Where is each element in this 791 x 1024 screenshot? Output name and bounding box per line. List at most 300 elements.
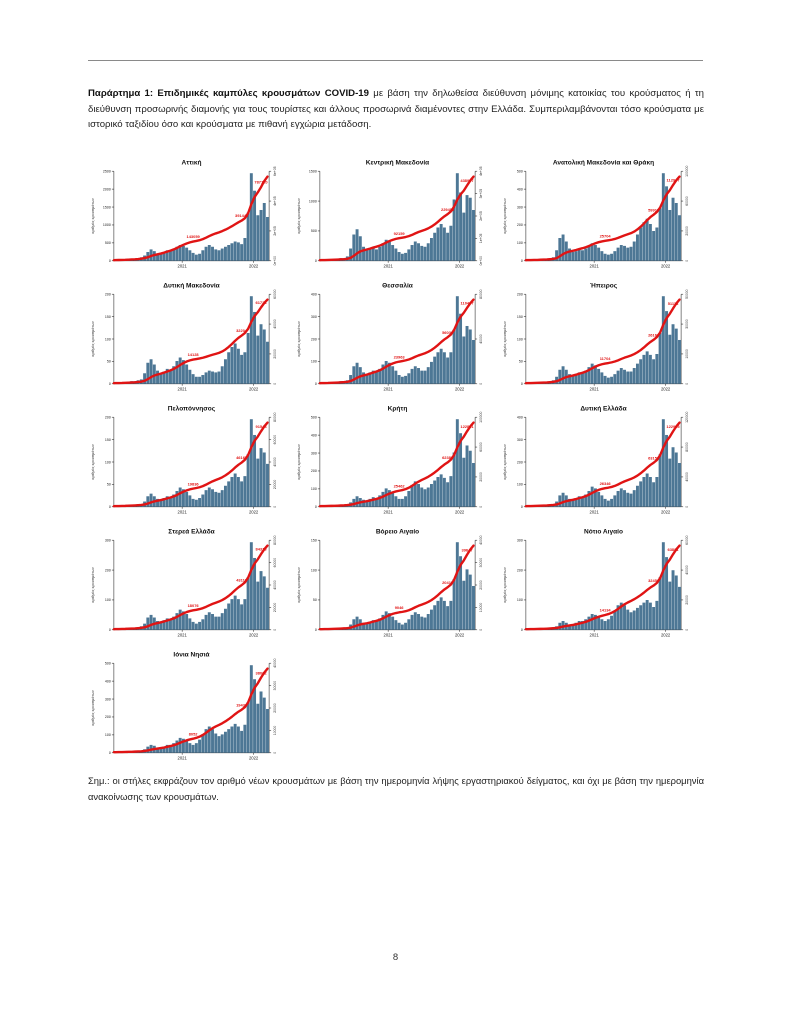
daily-cases-bar bbox=[218, 250, 221, 261]
cumulative-annotation: 23963 bbox=[393, 354, 405, 360]
left-tick-label: 0 bbox=[108, 628, 111, 633]
daily-cases-bar bbox=[240, 604, 243, 629]
daily-cases-bar bbox=[456, 173, 459, 261]
cumulative-annotation: 25462 bbox=[393, 483, 405, 489]
daily-cases-bar bbox=[440, 224, 443, 261]
daily-cases-bar bbox=[436, 228, 439, 261]
region-chart bbox=[294, 155, 498, 277]
daily-cases-bar bbox=[192, 374, 195, 384]
daily-cases-bar bbox=[227, 481, 230, 506]
daily-cases-bar bbox=[636, 235, 639, 261]
daily-cases-bar bbox=[404, 376, 407, 384]
daily-cases-bar bbox=[414, 612, 417, 630]
daily-cases-bar bbox=[597, 617, 600, 630]
daily-cases-bar bbox=[469, 329, 472, 383]
daily-cases-bar bbox=[633, 611, 636, 630]
daily-cases-bar bbox=[224, 732, 227, 753]
daily-cases-bar bbox=[443, 228, 446, 261]
left-tick-label: 400 bbox=[516, 187, 523, 192]
daily-cases-bar bbox=[172, 249, 175, 260]
daily-cases-bar bbox=[623, 490, 626, 507]
daily-cases-bar bbox=[558, 495, 561, 506]
daily-cases-bar bbox=[237, 242, 240, 260]
daily-cases-bar bbox=[607, 619, 610, 630]
daily-cases-bar bbox=[613, 374, 616, 384]
daily-cases-bar bbox=[188, 618, 191, 629]
region-chart bbox=[88, 524, 292, 646]
x-tick-label: 2021 bbox=[383, 263, 393, 269]
left-tick-label: 200 bbox=[104, 568, 111, 573]
right-tick-label: 0 bbox=[273, 751, 278, 754]
daily-cases-bar bbox=[655, 477, 658, 507]
chart-canvas bbox=[294, 278, 498, 400]
x-tick-label: 2022 bbox=[660, 632, 671, 638]
left-tick-label: 0 bbox=[108, 751, 111, 756]
daily-cases-bar bbox=[256, 582, 259, 630]
daily-cases-bar bbox=[234, 242, 237, 261]
daily-cases-bar bbox=[427, 367, 430, 384]
daily-cases-bar bbox=[630, 247, 633, 261]
daily-cases-bar bbox=[205, 615, 208, 630]
left-tick-label: 300 bbox=[104, 538, 111, 543]
daily-cases-bar bbox=[237, 599, 240, 630]
charts-grid bbox=[88, 155, 704, 769]
daily-cases-bar bbox=[633, 368, 636, 384]
x-tick-label: 2022 bbox=[248, 509, 259, 515]
y-axis-label: αριθμός κρουσμάτων bbox=[296, 444, 301, 480]
daily-cases-bar bbox=[639, 228, 642, 261]
daily-cases-bar bbox=[356, 363, 359, 384]
daily-cases-bar bbox=[613, 495, 616, 506]
daily-cases-bar bbox=[188, 370, 191, 384]
daily-cases-bar bbox=[195, 624, 198, 630]
daily-cases-bar bbox=[227, 729, 230, 753]
daily-cases-bar bbox=[404, 253, 407, 261]
cumulative-annotation: 19436 bbox=[236, 702, 248, 708]
daily-cases-bar bbox=[597, 492, 600, 507]
daily-cases-bar bbox=[446, 233, 449, 261]
daily-cases-bar bbox=[253, 312, 256, 384]
daily-cases-bar bbox=[356, 617, 359, 630]
y-axis-label: αριθμός κρουσμάτων bbox=[296, 567, 301, 603]
daily-cases-bar bbox=[266, 464, 269, 507]
daily-cases-bar bbox=[150, 494, 153, 507]
daily-cases-bar bbox=[652, 359, 655, 384]
right-tick-label: 100000 bbox=[479, 411, 484, 423]
daily-cases-bar bbox=[146, 496, 149, 507]
daily-cases-bar bbox=[230, 243, 233, 261]
daily-cases-bar bbox=[600, 619, 603, 630]
daily-cases-bar bbox=[646, 219, 649, 261]
x-tick-label: 2022 bbox=[248, 755, 259, 761]
daily-cases-bar bbox=[192, 622, 195, 630]
left-tick-label: 200 bbox=[310, 337, 317, 342]
daily-cases-bar bbox=[642, 603, 645, 630]
left-tick-label: 0 bbox=[108, 505, 111, 510]
daily-cases-bar bbox=[243, 599, 246, 630]
daily-cases-bar bbox=[407, 373, 410, 384]
right-tick-label: 4e+05 bbox=[479, 166, 484, 176]
cumulative-annotation: 43113 bbox=[236, 577, 248, 583]
cumulative-annotation: 11704 bbox=[599, 356, 611, 362]
cumulative-annotation: 25704 bbox=[599, 233, 611, 239]
daily-cases-bar bbox=[356, 496, 359, 507]
appendix-caption-bold: Παράρτημα 1: Επιδημικές καμπύλες κρουσμάτων COVID-19 bbox=[88, 88, 369, 99]
daily-cases-bar bbox=[610, 254, 613, 261]
daily-cases-bar bbox=[398, 252, 401, 261]
daily-cases-bar bbox=[150, 359, 153, 384]
left-tick-label: 0 bbox=[520, 259, 523, 264]
daily-cases-bar bbox=[672, 198, 675, 261]
x-tick-label: 2022 bbox=[454, 632, 465, 638]
x-tick-label: 2021 bbox=[589, 263, 599, 269]
daily-cases-bar bbox=[218, 372, 221, 384]
daily-cases-bar bbox=[469, 575, 472, 630]
daily-cases-bar bbox=[385, 488, 388, 506]
y-axis-label: αριθμός κρουσμάτων bbox=[502, 444, 507, 480]
daily-cases-bar bbox=[659, 454, 662, 507]
daily-cases-bar bbox=[211, 372, 214, 384]
daily-cases-bar bbox=[211, 489, 214, 507]
daily-cases-bar bbox=[578, 249, 581, 260]
daily-cases-bar bbox=[613, 611, 616, 630]
daily-cases-bar bbox=[234, 596, 237, 630]
right-tick-label: 30000 bbox=[479, 557, 484, 568]
cumulative-annotation: 391448 bbox=[234, 213, 249, 219]
left-tick-label: 100 bbox=[310, 487, 317, 492]
daily-cases-bar bbox=[466, 326, 469, 384]
x-tick-label: 2021 bbox=[383, 632, 393, 638]
cumulative-annotation: 84313 bbox=[255, 546, 267, 552]
cumulative-annotation: 20418 bbox=[442, 579, 454, 585]
daily-cases-bar bbox=[404, 496, 407, 507]
right-tick-label: 120000 bbox=[685, 411, 690, 423]
left-tick-label: 0 bbox=[108, 382, 111, 387]
chart-canvas bbox=[500, 401, 704, 523]
daily-cases-bar bbox=[179, 358, 182, 384]
daily-cases-bar bbox=[411, 369, 414, 384]
daily-cases-bar bbox=[626, 493, 629, 507]
daily-cases-bar bbox=[211, 614, 214, 630]
daily-cases-bar bbox=[394, 620, 397, 630]
chart-canvas bbox=[294, 401, 498, 523]
daily-cases-bar bbox=[195, 255, 198, 261]
right-tick-label: 60000 bbox=[685, 196, 690, 206]
x-tick-label: 2021 bbox=[177, 263, 187, 269]
x-tick-label: 2021 bbox=[177, 509, 187, 515]
daily-cases-bar bbox=[391, 366, 394, 384]
left-tick-label: 1000 bbox=[308, 199, 317, 204]
daily-cases-bar bbox=[630, 372, 633, 384]
daily-cases-bar bbox=[237, 477, 240, 507]
daily-cases-bar bbox=[620, 368, 623, 384]
daily-cases-bar bbox=[247, 454, 250, 507]
daily-cases-bar bbox=[417, 614, 420, 630]
daily-cases-bar bbox=[185, 248, 188, 261]
cumulative-annotation: 438907 bbox=[460, 178, 474, 184]
left-tick-label: 50 bbox=[106, 482, 111, 487]
daily-cases-bar bbox=[401, 377, 404, 384]
daily-cases-bar bbox=[446, 606, 449, 630]
cumulative-annotation: 46167 bbox=[236, 455, 248, 461]
daily-cases-bar bbox=[472, 586, 475, 630]
daily-cases-bar bbox=[443, 352, 446, 384]
left-tick-label: 500 bbox=[310, 229, 317, 234]
right-tick-label: 50000 bbox=[685, 289, 690, 299]
daily-cases-bar bbox=[263, 329, 266, 383]
daily-cases-bar bbox=[420, 246, 423, 261]
right-tick-label: 60000 bbox=[273, 434, 278, 445]
cumulative-annotation: 32452 bbox=[648, 578, 660, 584]
right-tick-label: 40000 bbox=[685, 472, 690, 482]
chart-title: Ανατολική Μακεδονία και Θράκη bbox=[552, 159, 655, 167]
daily-cases-bar bbox=[208, 612, 211, 630]
daily-cases-bar bbox=[394, 496, 397, 507]
left-tick-label: 0 bbox=[108, 259, 111, 264]
daily-cases-bar bbox=[263, 576, 266, 629]
right-tick-label: 40000 bbox=[479, 334, 484, 344]
daily-cases-bar bbox=[453, 329, 456, 383]
daily-cases-bar bbox=[240, 355, 243, 384]
right-tick-label: 60000 bbox=[479, 442, 484, 452]
chart-title: Κεντρική Μακεδονία bbox=[365, 159, 430, 167]
right-tick-label: 20000 bbox=[685, 226, 690, 236]
left-tick-label: 200 bbox=[104, 415, 111, 420]
daily-cases-bar bbox=[594, 245, 597, 261]
daily-cases-bar bbox=[456, 419, 459, 507]
x-tick-label: 2021 bbox=[589, 509, 599, 515]
daily-cases-bar bbox=[221, 613, 224, 630]
x-tick-label: 2021 bbox=[589, 386, 599, 392]
daily-cases-bar bbox=[459, 192, 462, 260]
left-tick-label: 500 bbox=[310, 415, 317, 420]
daily-cases-bar bbox=[662, 173, 665, 261]
chart-title: Θεσσαλία bbox=[382, 282, 413, 290]
daily-cases-bar bbox=[407, 491, 410, 507]
daily-cases-bar bbox=[449, 352, 452, 384]
daily-cases-bar bbox=[391, 617, 394, 630]
right-tick-label: 0 bbox=[273, 628, 278, 631]
daily-cases-bar bbox=[443, 478, 446, 507]
daily-cases-bar bbox=[221, 249, 224, 261]
cumulative-annotation: 112947 bbox=[666, 177, 680, 183]
daily-cases-bar bbox=[659, 577, 662, 630]
right-tick-label: 60000 bbox=[273, 557, 278, 568]
daily-cases-bar bbox=[571, 252, 574, 261]
chart-title: Ιόνια Νησιά bbox=[173, 651, 210, 659]
region-chart bbox=[500, 278, 704, 400]
daily-cases-bar bbox=[649, 224, 652, 261]
left-tick-label: 1000 bbox=[102, 223, 111, 228]
daily-cases-bar bbox=[256, 704, 259, 753]
chart-canvas bbox=[88, 155, 292, 277]
left-tick-label: 0 bbox=[520, 382, 523, 387]
daily-cases-bar bbox=[562, 493, 565, 507]
left-tick-label: 300 bbox=[104, 697, 111, 702]
daily-cases-bar bbox=[675, 452, 678, 506]
daily-cases-bar bbox=[250, 173, 253, 261]
daily-cases-bar bbox=[430, 362, 433, 384]
daily-cases-bar bbox=[407, 249, 410, 260]
x-tick-label: 2022 bbox=[660, 509, 671, 515]
right-tick-label: 0 bbox=[479, 382, 484, 385]
cumulative-annotation: 19836 bbox=[187, 481, 199, 487]
left-tick-label: 400 bbox=[516, 415, 523, 420]
daily-cases-bar bbox=[633, 490, 636, 507]
chart-title: Στερεά Ελλάδα bbox=[168, 528, 215, 536]
daily-cases-bar bbox=[436, 477, 439, 507]
right-tick-label: 100000 bbox=[685, 165, 690, 177]
left-tick-label: 500 bbox=[104, 661, 111, 666]
daily-cases-bar bbox=[208, 245, 211, 261]
chart-canvas bbox=[88, 647, 292, 769]
daily-cases-bar bbox=[424, 247, 427, 261]
left-tick-label: 300 bbox=[516, 538, 523, 543]
daily-cases-bar bbox=[185, 365, 188, 384]
daily-cases-bar bbox=[385, 361, 388, 384]
daily-cases-bar bbox=[607, 255, 610, 261]
left-tick-label: 50 bbox=[106, 359, 111, 364]
cumulative-annotation: 14128 bbox=[187, 352, 199, 358]
cumulative-annotation: 9046 bbox=[394, 604, 404, 610]
cumulative-annotation: 51118 bbox=[667, 301, 679, 307]
region-chart bbox=[88, 155, 292, 277]
daily-cases-bar bbox=[391, 493, 394, 507]
daily-cases-bar bbox=[201, 495, 204, 507]
daily-cases-bar bbox=[365, 250, 368, 261]
left-tick-label: 150 bbox=[104, 437, 111, 442]
cumulative-annotation: 8052 bbox=[188, 731, 198, 737]
daily-cases-bar bbox=[453, 452, 456, 506]
daily-cases-bar bbox=[227, 604, 230, 630]
cumulative-annotation: 59918 bbox=[648, 207, 660, 213]
right-tick-label: 1e+05 bbox=[479, 233, 484, 244]
daily-cases-bar bbox=[607, 501, 610, 507]
daily-cases-bar bbox=[659, 208, 662, 261]
daily-cases-bar bbox=[256, 215, 259, 261]
right-tick-label: 0 bbox=[479, 505, 484, 508]
daily-cases-bar bbox=[247, 702, 250, 753]
cumulative-annotation: 62381 bbox=[442, 455, 454, 461]
daily-cases-bar bbox=[636, 608, 639, 630]
daily-cases-bar bbox=[411, 245, 414, 261]
daily-cases-bar bbox=[678, 587, 681, 630]
left-tick-label: 200 bbox=[516, 292, 523, 297]
daily-cases-bar bbox=[430, 238, 433, 261]
daily-cases-bar bbox=[662, 419, 665, 507]
left-tick-label: 400 bbox=[310, 433, 317, 438]
chart-title: Νότιο Αιγαίο bbox=[584, 528, 623, 536]
daily-cases-bar bbox=[266, 217, 269, 261]
daily-cases-bar bbox=[234, 724, 237, 753]
x-tick-label: 2021 bbox=[177, 632, 187, 638]
cumulative-annotation: 56034 bbox=[442, 329, 454, 335]
daily-cases-bar bbox=[375, 621, 378, 630]
daily-cases-bar bbox=[266, 342, 269, 384]
right-tick-label: 20000 bbox=[479, 472, 484, 482]
daily-cases-bar bbox=[256, 336, 259, 384]
daily-cases-bar bbox=[192, 253, 195, 261]
daily-cases-bar bbox=[672, 570, 675, 630]
left-tick-label: 100 bbox=[104, 598, 111, 603]
daily-cases-bar bbox=[179, 610, 182, 630]
y-axis-label: αριθμός κρουσμάτων bbox=[502, 567, 507, 603]
region-chart bbox=[500, 401, 704, 523]
x-tick-label: 2021 bbox=[177, 386, 187, 392]
daily-cases-bar bbox=[247, 577, 250, 630]
daily-cases-bar bbox=[600, 495, 603, 506]
daily-cases-bar bbox=[427, 243, 430, 261]
daily-cases-bar bbox=[672, 447, 675, 507]
daily-cases-bar bbox=[420, 617, 423, 630]
left-tick-label: 50 bbox=[518, 359, 523, 364]
daily-cases-bar bbox=[266, 709, 269, 753]
daily-cases-bar bbox=[620, 488, 623, 506]
cumulative-annotation: 92159 bbox=[393, 230, 405, 236]
daily-cases-bar bbox=[436, 352, 439, 384]
daily-cases-bar bbox=[263, 203, 266, 261]
daily-cases-bar bbox=[427, 614, 430, 630]
daily-cases-bar bbox=[188, 743, 191, 753]
daily-cases-bar bbox=[600, 372, 603, 383]
right-tick-label: 10000 bbox=[685, 349, 690, 359]
daily-cases-bar bbox=[253, 435, 256, 507]
daily-cases-bar bbox=[224, 486, 227, 507]
daily-cases-bar bbox=[198, 740, 201, 753]
daily-cases-bar bbox=[263, 698, 266, 753]
chart-canvas bbox=[294, 524, 498, 646]
right-tick-label: 30000 bbox=[273, 680, 278, 691]
daily-cases-bar bbox=[668, 210, 671, 261]
daily-cases-bar bbox=[156, 371, 159, 384]
x-tick-label: 2022 bbox=[454, 509, 465, 515]
daily-cases-bar bbox=[214, 492, 217, 507]
daily-cases-bar bbox=[224, 247, 227, 261]
daily-cases-bar bbox=[613, 251, 616, 261]
cumulative-annotation: 122861 bbox=[460, 423, 474, 429]
daily-cases-bar bbox=[185, 614, 188, 630]
page-number: 8 bbox=[392, 952, 399, 963]
cumulative-annotation: 61733 bbox=[255, 299, 267, 305]
daily-cases-bar bbox=[250, 296, 253, 384]
daily-cases-bar bbox=[642, 355, 645, 384]
left-tick-label: 0 bbox=[314, 505, 317, 510]
daily-cases-bar bbox=[195, 500, 198, 507]
x-tick-label: 2022 bbox=[660, 386, 671, 392]
daily-cases-bar bbox=[404, 623, 407, 630]
daily-cases-bar bbox=[655, 601, 658, 630]
daily-cases-bar bbox=[250, 665, 253, 753]
daily-cases-bar bbox=[662, 542, 665, 630]
daily-cases-bar bbox=[230, 347, 233, 384]
daily-cases-bar bbox=[214, 617, 217, 630]
daily-cases-bar bbox=[652, 231, 655, 261]
daily-cases-bar bbox=[201, 734, 204, 752]
y-axis-label: αριθμός κρουσμάτων bbox=[90, 198, 95, 234]
right-tick-label: 80000 bbox=[479, 289, 484, 299]
daily-cases-bar bbox=[562, 366, 565, 384]
daily-cases-bar bbox=[610, 616, 613, 630]
chart-title: Αττική bbox=[181, 159, 202, 167]
x-tick-label: 2022 bbox=[248, 386, 259, 392]
daily-cases-bar bbox=[678, 215, 681, 261]
right-tick-label: 40000 bbox=[273, 457, 278, 467]
cumulative-annotation: 229453 bbox=[440, 206, 455, 212]
x-tick-label: 2021 bbox=[383, 509, 393, 515]
right-tick-label: 0 bbox=[273, 505, 278, 508]
daily-cases-bar bbox=[610, 499, 613, 507]
appendix-caption-text: με βάση την δηλωθείσα διεύθυνση μόνιμης κατοικίας του κρούσματος ή τη διεύθυνση προσωρινής διαμονής για τους τουρίστες και άλλους προσωρινά διαμένοντες στην Ελλάδα. Συμπεριλαμβάνονται τόσο κρούσματα με ιστορικό ταξιδίου όσο και κρούσματα με πιθανή εγχώρια μετάδοση. bbox=[88, 88, 704, 131]
